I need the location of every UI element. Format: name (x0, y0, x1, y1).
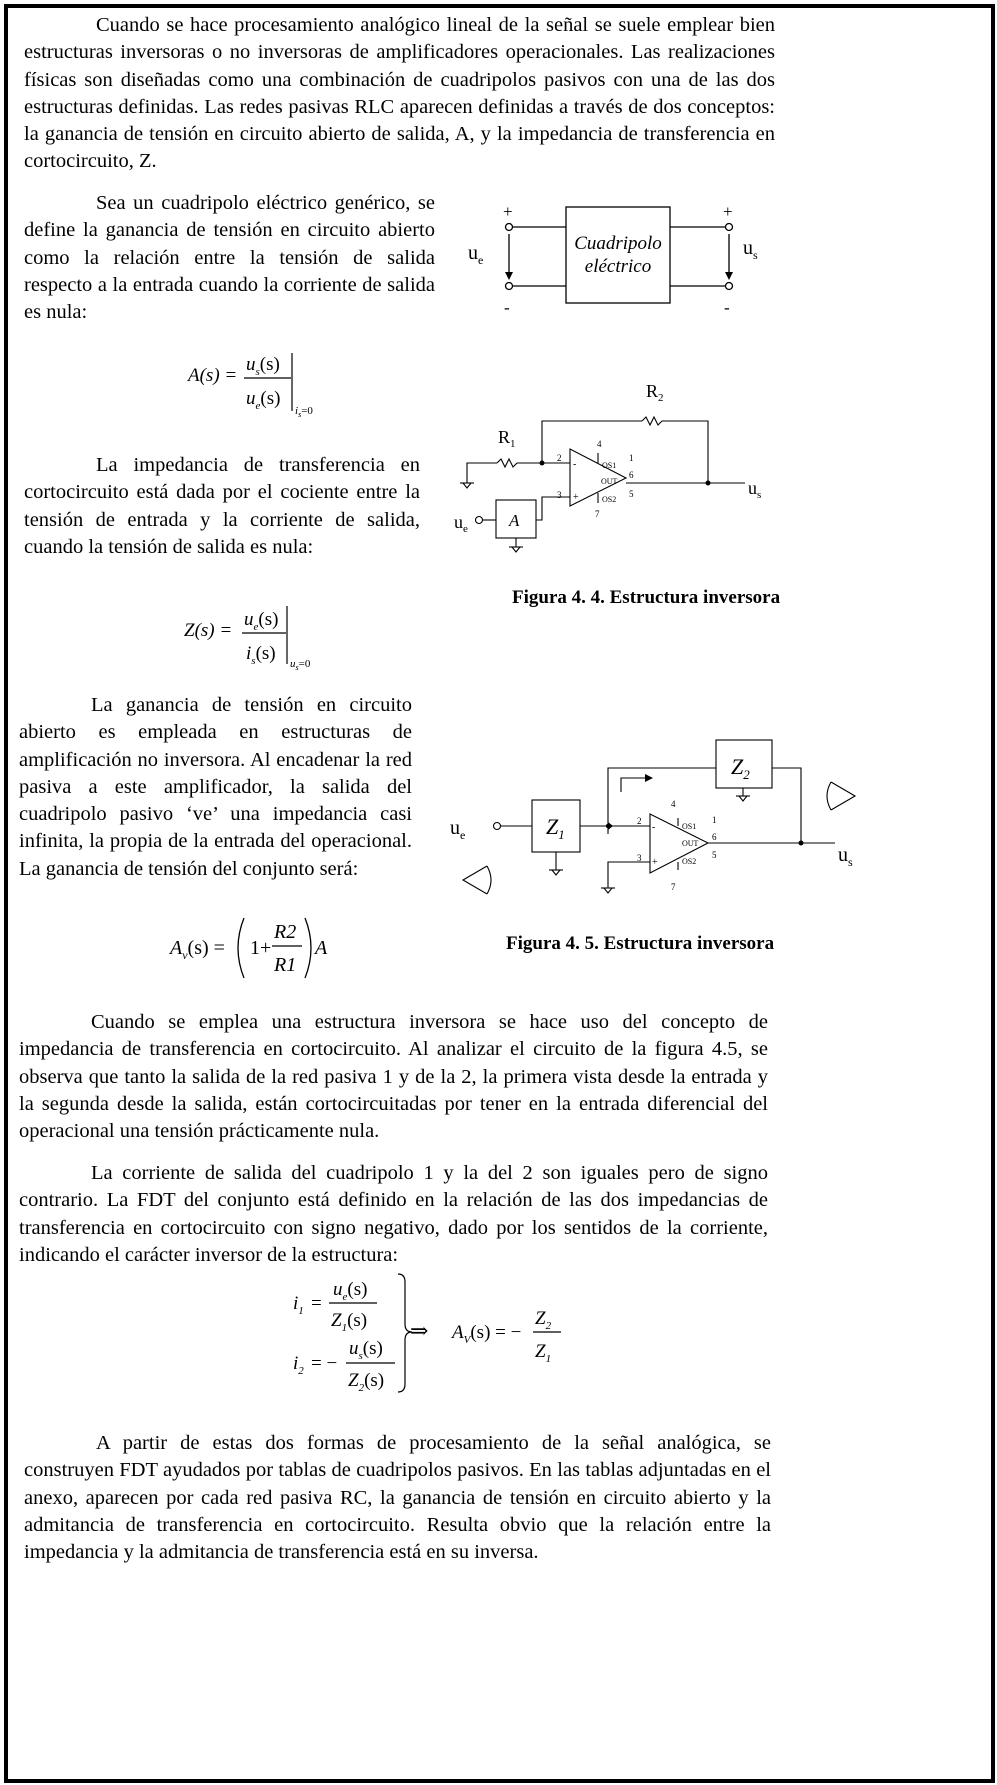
r2-label: $R_2$ (646, 381, 664, 404)
svg-text:4: 4 (597, 439, 602, 449)
equation-impedance-Z (176, 596, 346, 676)
z2-label: $Z_2$ (731, 754, 750, 782)
fig44-input-label: $u_e$ (454, 512, 468, 535)
svg-text:5: 5 (629, 489, 634, 499)
svg-text:Z1: $Z_1$ (535, 1341, 552, 1365)
svg-text:us(s): $u_s(s)$ (349, 1338, 383, 1362)
svg-text:A(s) =: A(s) = (188, 365, 238, 386)
svg-text:6: 6 (629, 470, 634, 480)
svg-text:+: + (652, 857, 658, 868)
paragraph-intro: Cuando se hace procesamiento analógico lineal de la señal se suele emplear bien estructuras inversoras o no inversoras de amplificadores operacionales. Las realizaciones físicas son diseñadas como una combinación de cuadripolos pasivos con una de las dos estructuras definidas. Las redes pasivas RLC aparecen definidas a través de dos conceptos: la ganancia de tensión en circuito abierto de salida, A, y la impedancia de transferencia en cortocircuito, Z. (24, 14, 775, 173)
svg-text:Av(s) =: $A_v(s)$ = (170, 937, 225, 962)
minus-sign-out: - (724, 298, 730, 317)
paragraph-output-current: La corriente de salida del cuadripolo 1 y la del 2 son iguales pero de signo contrario. La FDT del conjunto está definido en la relación de las dos impedancias de transferencia en cortocircuito con signo negativo, dado por los sentidos de la corriente, indicando el carácter inversor de la estructura: (19, 1162, 768, 1266)
minus-sign-in: - (504, 298, 510, 317)
svg-text:R2: R2 (274, 921, 297, 943)
op-amp-symbol-2 (650, 814, 708, 873)
output-voltage-label: $u_s$ (743, 237, 758, 262)
svg-text:A: A (315, 937, 328, 959)
paragraph-non-inverting: La ganancia de tensión en circuito abierto es empleada en estructuras de amplificación no inversora. Al encadenar la red pasiva a este amplificador, la salida del cuadripolo pasivo ‘ve’ una impedancia casi infinita, la propia de la entrada del operacional. La ganancia de tensión del conjunto será: (19, 694, 412, 880)
svg-text:Z2: $Z_2$ (535, 1308, 552, 1332)
figure-4-4-caption: Figura 4. 4. Estructura inversora (512, 587, 781, 608)
svg-text:AV(s) = −: $A_V(s)$ = − (452, 1322, 522, 1346)
paragraph-inverting-structure: Cuando se emplea una estructura inversora se hace uso del concepto de impedancia de transferencia en cortocircuito. Al analizar el circuito de la figura 4.5, se observa que tanto la salida de la red pasiva 1 y de la 2, la primera vista desde la entrada y la segunda desde la salida, están cortocircuitadas por tener en la entrada diferencial del operacional una tensión prácticamente nula. (19, 1011, 768, 1143)
equation-gain-Av (162, 912, 342, 984)
paragraph-conclusion: A partir de estas dos formas de procesamiento de la señal analógica, se construyen FDT ayudados por tablas de cuadripolos pasivos. En las tablas adjuntadas en el anexo, aparecen por cada red pasiva RC, la ganancia de tensión en circuito abierto y la admitancia de transferencia en cortocircuito. Resulta obvio que la relación entre la impedancia y la admitancia de transferencia está en su inversa. (24, 1432, 771, 1564)
svg-text:is=0: $i_s=0$ (295, 405, 313, 419)
svg-text:⇒: ⇒ (410, 1318, 429, 1343)
fig44-output-label: $u_s$ (748, 478, 762, 501)
z1-label: $Z_1$ (546, 814, 565, 842)
svg-text:Z1(s): $Z_1(s)$ (331, 1310, 368, 1334)
paragraph-transfer-impedance: La impedancia de transferencia en cortocircuito está dada por el cociente entre la tensión de entrada y la corriente de salida, cuando la tensión de salida es nula: (24, 454, 420, 558)
svg-text:=: = (311, 1293, 322, 1314)
svg-text:7: 7 (595, 509, 600, 519)
svg-text:i2: $i_2$ (293, 1353, 304, 1377)
svg-text:Z2(s): $Z_2(s)$ (348, 1370, 385, 1394)
paragraph-quadripole-definition: Sea un cuadripolo eléctrico genérico, se define la ganancia de tensión en circuito abierto como la relación entre la tensión de salida respecto a la entrada cuando la corriente de salida es nula: (24, 192, 435, 324)
quadripole-label-1: Cuadripolo (574, 233, 662, 254)
figure-4-5-circuit (445, 730, 865, 910)
plus-sign-out: + (723, 202, 733, 221)
svg-text:us=0: $u_s=0$ (290, 658, 311, 672)
svg-text:4: 4 (671, 799, 676, 809)
svg-text:1: 1 (629, 453, 634, 463)
svg-text:OS1: OS1 (682, 822, 697, 831)
svg-text:3: 3 (557, 490, 562, 500)
r1-label: $R_1$ (498, 427, 516, 450)
plus-sign-in: + (503, 202, 513, 221)
svg-text:2: 2 (557, 453, 562, 463)
svg-text:6: 6 (712, 832, 717, 842)
fig45-output-label: $u_s$ (838, 844, 853, 869)
block-A-label: A (509, 511, 520, 530)
quadripole-label-2: eléctrico (584, 256, 652, 277)
svg-text:OS1: OS1 (602, 461, 617, 470)
svg-text:ue(s): $u_e(s)$ (246, 388, 281, 412)
figure-4-5-caption: Figura 4. 5. Estructura inversora (506, 933, 775, 954)
svg-text:1+: 1+ (250, 937, 272, 959)
svg-text:Z(s) =: Z(s) = (184, 620, 233, 641)
equation-gain-A (180, 348, 350, 423)
svg-text:= −: = − (311, 1353, 338, 1374)
quadripole-diagram (465, 198, 775, 318)
quadripole-box (566, 207, 670, 303)
svg-text:7: 7 (671, 882, 676, 892)
figure-4-4-circuit (445, 375, 790, 565)
svg-text:R1: R1 (274, 954, 297, 976)
svg-text:OS2: OS2 (602, 495, 617, 504)
input-voltage-label: $u_e$ (468, 242, 484, 267)
svg-text:-: - (573, 459, 577, 470)
svg-text:OUT: OUT (601, 477, 618, 486)
svg-text:-: - (652, 822, 656, 833)
svg-text:3: 3 (637, 853, 642, 863)
svg-text:i1: $i_1$ (293, 1293, 304, 1317)
svg-text:OS2: OS2 (682, 857, 697, 866)
svg-text:+: + (573, 492, 579, 503)
svg-text:us(s): $u_s(s)$ (246, 354, 280, 378)
svg-text:is(s): $i_s(s)$ (246, 643, 276, 667)
svg-text:2: 2 (637, 816, 642, 826)
equation-system-Av (285, 1268, 585, 1398)
svg-text:OUT: OUT (682, 839, 699, 848)
svg-text:ue(s): $u_e(s)$ (244, 609, 279, 633)
svg-text:5: 5 (712, 850, 717, 860)
svg-text:1: 1 (712, 815, 717, 825)
svg-text:ue(s): $u_e(s)$ (333, 1279, 368, 1303)
fig45-input-label: $u_e$ (450, 817, 466, 842)
